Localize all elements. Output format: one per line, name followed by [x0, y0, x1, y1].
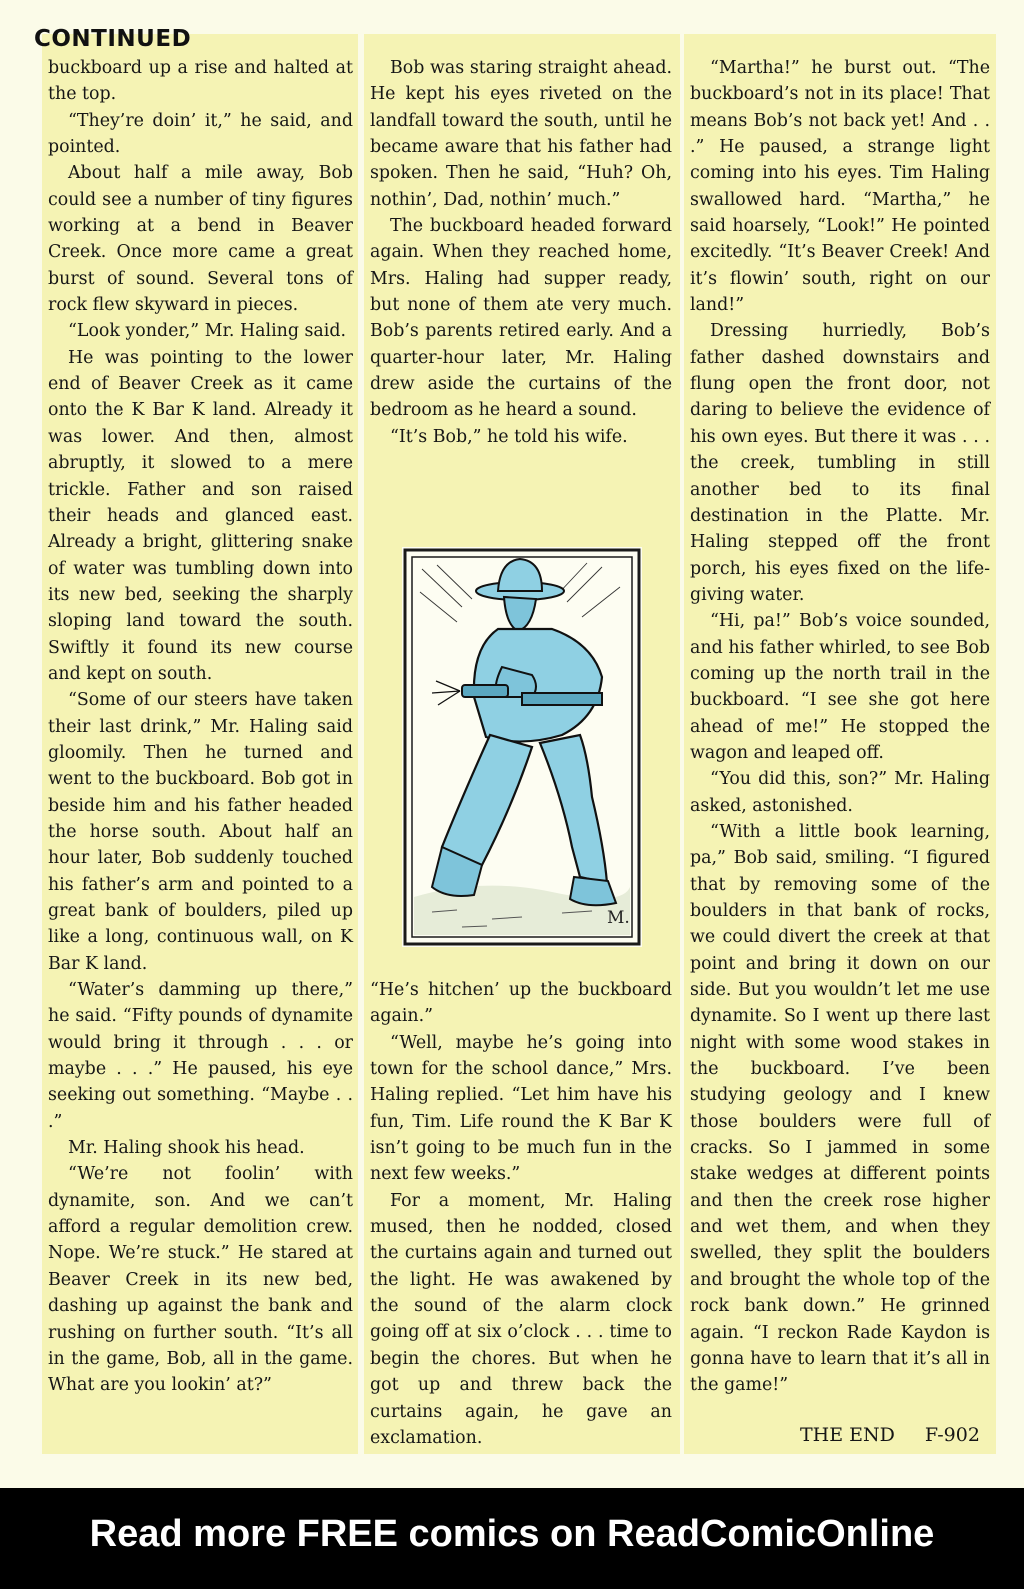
text-column-2-top — [370, 55, 672, 450]
paragraph: “He’s hitchen’ up the buckboard again.” — [370, 980, 672, 1027]
gun-belt — [522, 693, 602, 705]
paragraph: About half a mile away, Bob could see a number of tiny figures working at a bend in Beaver Creek. Once more came a great burst of sound. Several tons of rock flew skyward in pieces. — [48, 163, 353, 316]
gunslinger-illustration — [402, 547, 642, 947]
story-end — [800, 1424, 980, 1446]
gunslinger-drawing — [402, 547, 642, 947]
paragraph: “They’re doin’ it,” he said, and pointed. — [48, 110, 353, 158]
continued-heading: CONTINUED — [34, 26, 192, 52]
paragraph: “Well, maybe he’s going into town for the school dance,” Mrs. Haling replied. “Let him have his fun, Tim. Life round the K Bar K isn’t going to be much fun in the next few weeks.” — [370, 1032, 672, 1185]
paragraph: “Water’s damming up there,” he said. “Fifty pounds of dynamite would bring it through . . . or maybe . . .” He paused, his eye seeking out something. “Maybe . . .” — [48, 980, 353, 1132]
paragraph: Dressing hurriedly, Bob’s father dashed downstairs and flung open the front door, not daring to believe the evidence of his own eyes. But there it was . . . the creek, tumbling in still another bed to its final destination in the Platte. Mr. Haling stepped off the front porch, his eyes fixed on the life-giving water. — [690, 321, 990, 605]
the-end-label: THE END — [800, 1424, 895, 1446]
paragraph: “Hi, pa!” Bob’s voice sounded, and his father whirled, to see Bob coming up the north trail in the buckboard. “I see she got here ahead of me!” He stopped the wagon and leaped off. — [690, 611, 990, 763]
paragraph: For a moment, Mr. Haling mused, then he nodded, closed the curtains again and turned out the light. He was awakened by the sound of the alarm clock going off at six o’clock . . . time to begin the chores. But when he got up and threw back the curtains again, he gave an exclamation. — [370, 1190, 672, 1448]
paragraph: “We’re not foolin’ with dynamite, son. And we can’t afford a regular demolition crew. Nope. We’re stuck.” He stared at Beaver Creek in its new bed, dashing up against the bank and rushing on further south. “It’s all in the game, Bob, all in the game. What are you lookin’ at?” — [48, 1164, 353, 1396]
right-boot — [570, 877, 616, 905]
paragraph: “You did this, son?” Mr. Haling asked, astonished. — [690, 769, 990, 816]
paragraph: Mr. Haling shook his head. — [68, 1138, 305, 1159]
text-column-3 — [690, 55, 990, 1399]
revolver — [462, 685, 508, 697]
footer-text: Read more FREE comics on ReadComicOnline — [89, 1513, 935, 1555]
paragraph: “With a little book learning, pa,” Bob said, smiling. “I figured that by removing some of the boulders in that bank of rocks, we could divert the creek at that point and bring it down on our side. But you wouldn’t let me use dynamite. So I went up there last night with some wood stakes in the buckboard. I’ve been studying geology and I knew those boulders were full of cracks. So I jammed in some stake wedges at different points and then the creek rose higher and wet them, and when they swelled, they split the boulders and brought the whole top of the rock bank down.” He grinned again. “I reckon Rade Kaydon is gonna have to learn that it’s all in the game!” — [690, 821, 990, 1396]
text-column-2-bottom — [370, 977, 672, 1451]
paragraph: Bob was staring straight ahead. He kept his eyes riveted on the landfall toward the south, until he became aware that his father had spoken. Then he said, “Huh? Oh, nothin’, Dad, nothin’ much.” — [370, 58, 672, 210]
footer-banner — [0, 1488, 1024, 1589]
paragraph: “Martha!” he burst out. “The buckboard’s not in its place! That means Bob’s not back yet! And . . .” He paused, a strange light coming into his eyes. Tim Haling swallowed hard. “Martha,” he said hoarsely, “Look!” He pointed excitedly. “It’s Beaver Creek! And it’s flowin’ south, right on our land!” — [690, 58, 990, 316]
paragraph: He was pointing to the lower end of Beaver Creek as it came onto the K Bar K land. Already it was lower. And then, almost abruptly, it slowed to a mere trickle. Father and son raised their heads and glanced east. Already a bright, glittering snake of water was tumbling down into its new bed, seeking the sharply sloping land toward the south. Swiftly it found its new course and kept on south. — [48, 347, 353, 684]
paragraph: “It’s Bob,” he told his wife. — [390, 426, 628, 447]
paragraph: “Look yonder,” Mr. Haling said. — [68, 321, 347, 342]
story-code: F-902 — [924, 1424, 980, 1446]
artist-signature: M. — [607, 908, 630, 928]
paragraph: buckboard up a rise and halted at the top. — [48, 58, 353, 105]
paragraph: “Some of our steers have taken their last drink,” Mr. Haling said gloomily. Then he turned and went to the buckboard. Bob got in beside him and his father headed the horse south. About half an hour later, Bob suddenly touched his father’s arm and pointed to a great bank of boulders, piled up like a long, continuous wall, on K Bar K land. — [48, 690, 353, 974]
paragraph: The buckboard headed forward again. When they reached home, Mrs. Haling had supper ready, but none of them ate very much. Bob’s parents retired early. And a quarter-hour later, Mr. Haling drew aside the curtains of the bedroom as he heard a sound. — [370, 216, 672, 421]
text-column-1 — [48, 55, 353, 1399]
